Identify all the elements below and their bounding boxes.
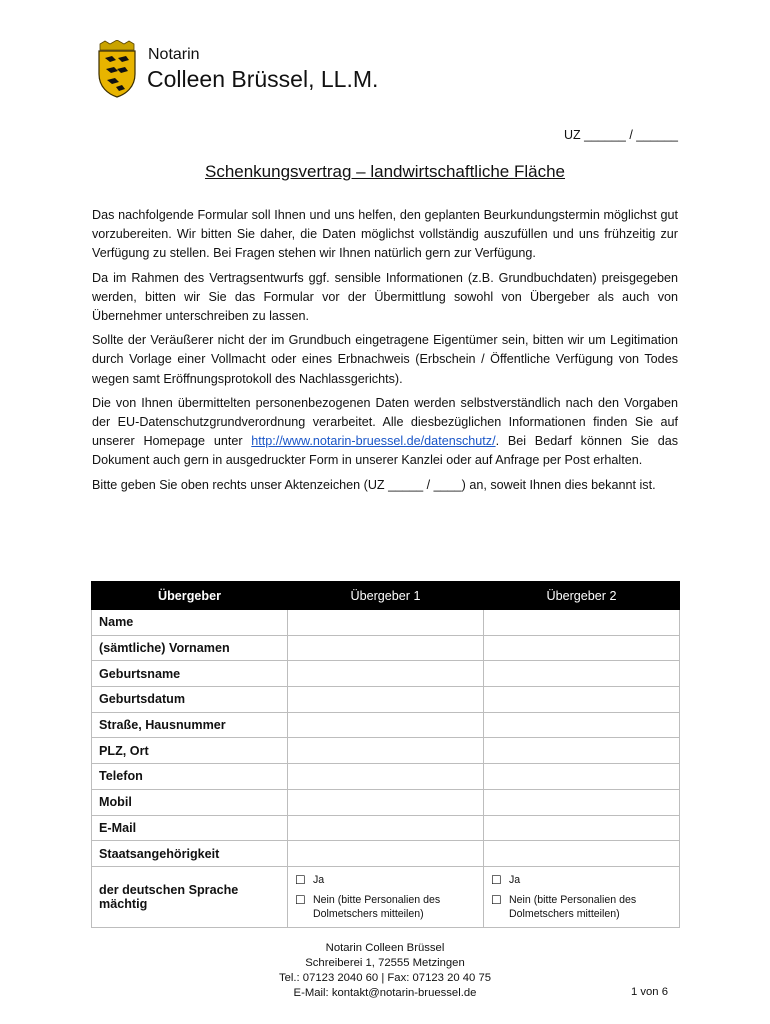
input-cell-transferor-1[interactable] <box>288 610 484 636</box>
input-cell-transferor-1[interactable] <box>288 661 484 687</box>
input-cell-transferor-1[interactable] <box>288 789 484 815</box>
language-options-transferor-2 <box>484 866 680 927</box>
input-cell-transferor-2[interactable] <box>484 687 680 713</box>
footer-name: Notarin Colleen Brüssel <box>325 942 445 954</box>
table-row <box>92 789 680 815</box>
input-cell-transferor-2[interactable] <box>484 661 680 687</box>
footer-email: E-Mail: kontakt@notarin-bruessel.de <box>293 987 477 999</box>
reference-number-line: UZ ______ / ______ <box>564 128 678 142</box>
row-label: (sämtliche) Vornamen <box>92 635 288 661</box>
row-label: Straße, Hausnummer <box>92 712 288 738</box>
table-row <box>92 661 680 687</box>
header-transferor-1: Übergeber 1 <box>288 582 484 610</box>
input-cell-transferor-2[interactable] <box>484 841 680 867</box>
row-label: Staatsangehörigkeit <box>92 841 288 867</box>
row-label-language: der deutschen Sprache mächtig <box>92 866 288 927</box>
table-row <box>92 635 680 661</box>
row-label: Telefon <box>92 764 288 790</box>
input-cell-transferor-2[interactable] <box>484 610 680 636</box>
row-label: Name <box>92 610 288 636</box>
option-yes-label: Ja <box>313 873 325 886</box>
input-cell-transferor-1[interactable] <box>288 635 484 661</box>
row-label: Geburtsname <box>92 661 288 687</box>
option-no-label: Nein (bitte Personalien des Dolmetschers mitteilen) <box>509 893 637 920</box>
privacy-text-after: . Bei Bedarf können Sie das Dokument auch gern in ausgedruckter Form in unserer Kanzlei oder auf Anfrage per Post erhalten. <box>92 434 678 468</box>
table-row <box>92 712 680 738</box>
privacy-text-before: Die von Ihnen übermittelten personenbezogenen Daten werden selbstverständlich nach den Vorgaben der EU-Datenschutzgrundverordnung verarbeitet. Alle diesbezüglichen Informationen finden Sie auf unserer Homepage unter <box>92 395 678 449</box>
header-label: Übergeber <box>92 582 288 610</box>
row-label: PLZ, Ort <box>92 738 288 764</box>
table-row <box>92 687 680 713</box>
input-cell-transferor-1[interactable] <box>288 738 484 764</box>
transferor-table <box>91 581 680 928</box>
input-cell-transferor-1[interactable] <box>288 815 484 841</box>
input-cell-transferor-2[interactable] <box>484 712 680 738</box>
table-row <box>92 610 680 636</box>
row-label: E-Mail <box>92 815 288 841</box>
paragraph-reference: Bitte geben Sie oben rechts unser Aktenzeichen (UZ _____ / ____) an, soweit Ihnen dies bekannt ist. <box>92 477 656 492</box>
document-title: Schenkungsvertrag – landwirtschaftliche Fläche <box>204 162 566 181</box>
footer-address: Schreiberei 1, 72555 Metzingen <box>305 957 465 969</box>
page-number: 1 von 6 <box>630 986 668 998</box>
header-notary-name: Colleen Brüssel, LL.M. <box>147 66 379 92</box>
paragraph-legitimation: Sollte der Veräußerer nicht der im Grundbuch eingetragene Eigentümer sein, bitten wir um Legitimation durch Vorlage einer Vollmacht oder eines Erbnachweis (Erbschein / Öffentliche Verfügung von Todes wegen samt Eröffnungsprotokoll des Nachlassgerichts). <box>92 333 678 386</box>
input-cell-transferor-2[interactable] <box>484 635 680 661</box>
language-options-transferor-1 <box>288 866 484 927</box>
paragraph-purpose: Das nachfolgende Formular soll Ihnen und uns helfen, den geplanten Beurkundungstermin möglichst gut vorzubereiten. Wir bitten Sie daher, die Daten möglichst vollständig auszufüllen und uns frühzeitig zur Verfügung zu stellen. Bei Fragen stehen wir Ihnen natürlich gern zur Verfügung. <box>92 208 678 261</box>
input-cell-transferor-2[interactable] <box>484 764 680 790</box>
footer-phone-fax: Tel.: 07123 2040 60 | Fax: 07123 20 40 75 <box>278 972 492 984</box>
coat-of-arms-icon <box>96 40 138 98</box>
table-row <box>92 841 680 867</box>
table-row <box>92 738 680 764</box>
checkbox-icon[interactable]: ☐ <box>295 872 306 887</box>
option-no[interactable] <box>491 893 672 921</box>
input-cell-transferor-2[interactable] <box>484 815 680 841</box>
privacy-link[interactable]: http://www.notarin-bruessel.de/datenschutz/ <box>251 434 496 449</box>
checkbox-icon[interactable]: ☐ <box>491 892 502 907</box>
option-yes-label: Ja <box>509 873 521 886</box>
table-row <box>92 815 680 841</box>
table-header-row <box>92 582 680 610</box>
input-cell-transferor-1[interactable] <box>288 764 484 790</box>
input-cell-transferor-1[interactable] <box>288 712 484 738</box>
option-no[interactable] <box>295 893 476 921</box>
input-cell-transferor-1[interactable] <box>288 687 484 713</box>
option-no-label: Nein (bitte Personalien des Dolmetschers mitteilen) <box>313 893 441 920</box>
option-yes[interactable] <box>295 873 476 887</box>
row-label: Geburtsdatum <box>92 687 288 713</box>
option-yes[interactable] <box>491 873 672 887</box>
row-label: Mobil <box>92 789 288 815</box>
header-transferor-2: Übergeber 2 <box>484 582 680 610</box>
paragraph-privacy <box>92 394 678 471</box>
intro-text <box>92 206 678 500</box>
input-cell-transferor-1[interactable] <box>288 841 484 867</box>
input-cell-transferor-2[interactable] <box>484 738 680 764</box>
paragraph-signature: Da im Rahmen des Vertragsentwurfs ggf. sensible Informationen (z.B. Grundbuchdaten) preisgegeben werden, bitten wir Sie das Formular vor der Übermittlung sowohl von Übergeber als auch von Übernehmer unterschreiben zu lassen. <box>92 270 678 324</box>
table-row-language <box>92 866 680 927</box>
table-row <box>92 764 680 790</box>
header-subtitle: Notarin <box>148 46 200 63</box>
input-cell-transferor-2[interactable] <box>484 789 680 815</box>
checkbox-icon[interactable]: ☐ <box>295 892 306 907</box>
checkbox-icon[interactable]: ☐ <box>491 872 502 887</box>
